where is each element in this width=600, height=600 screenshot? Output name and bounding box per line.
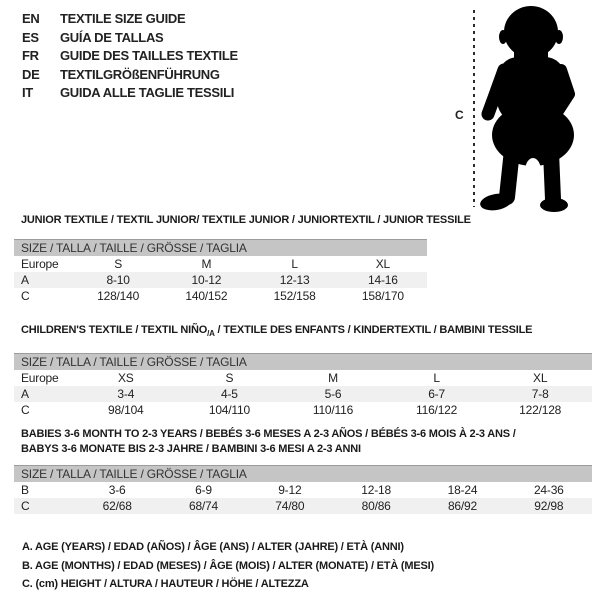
children-title-sub: /A [207,329,215,339]
children-title-post: / TEXTILE DES ENFANTS / KINDERTEXTIL / BAMBINI TESSILE [214,324,533,336]
height-cell: 140/152 [185,289,228,303]
size-cell: M [328,371,338,386]
age-cell: 3-4 [117,387,135,402]
baby-silhouette-icon [450,0,600,220]
row-label: Europe [21,257,59,271]
lang-row-it [22,84,238,103]
table-row [14,370,592,386]
size-cell: S [225,371,234,386]
table-row [14,498,592,514]
lang-code-es: ES [22,29,39,45]
table-row [14,386,592,402]
legend-note-a: A. AGE (YEARS) / EDAD (AÑOS) / ÂGE (ANS) / ALTER (JAHRE) / ETÀ (ANNI) [22,541,404,553]
age-cell: 6-9 [195,483,212,497]
height-cell: 116/122 [416,403,458,418]
baby-height-figure [450,0,600,220]
lang-row-fr [22,47,238,66]
row-label: Europe [21,371,59,386]
age-cell: 3-6 [108,483,126,497]
legend-note-b: B. AGE (MONTHS) / EDAD (MESES) / ÂGE (MOIS) / ALTER (MONATE) / ETÀ (MESI) [22,559,434,572]
children-title [21,324,592,340]
row-label: A [21,273,29,287]
height-cell: 98/104 [108,403,144,418]
height-cell: 122/128 [519,403,562,418]
lang-label-en: TEXTILE SIZE GUIDE [60,11,186,26]
children-size-header: SIZE / TALLA / TAILLE / GRÖSSE / TAGLIA [14,353,592,370]
table-row [14,272,427,288]
age-cell: 14-16 [368,273,398,287]
baby-silhouette-shape [479,6,574,213]
junior-section [14,214,471,304]
age-cell: 6-7 [428,387,445,402]
age-cell: 12-18 [361,483,391,497]
size-cell: L [433,371,440,386]
row-label: C [21,403,30,418]
lang-row-de [22,66,238,85]
age-cell: 24-36 [533,483,564,497]
age-cell: 10-12 [191,273,222,287]
row-label: C [21,499,30,513]
lang-label-de: TEXTILGRÖßENFÜHRUNG [60,66,220,82]
lang-label-it: GUIDA ALLE TAGLIE TESSILI [60,85,235,100]
height-cell: 74/80 [275,499,305,513]
height-cell: 80/86 [361,499,391,513]
age-cell: 18-24 [447,483,478,497]
legend-notes [22,538,434,594]
age-cell: 7-8 [531,387,549,402]
age-cell: 4-5 [221,387,238,402]
lang-code-fr: FR [22,48,39,63]
table-row [14,402,592,418]
lang-code-en: EN [22,11,40,26]
height-cell: 104/110 [208,403,250,418]
table-row [14,482,592,498]
age-cell: 8-10 [106,273,130,287]
size-cell: XL [533,371,548,386]
height-cell: 92/98 [534,499,564,513]
row-label: C [21,289,30,303]
age-cell: 5-6 [324,387,342,402]
size-cell: XS [117,371,134,386]
height-cell: 110/116 [312,403,354,418]
babies-size-header: SIZE / TALLA / TAILLE / GRÖSSE / TAGLIA [14,465,592,482]
junior-size-header: SIZE / TALLA / TAILLE / GRÖSSE / TAGLIA [14,239,427,256]
lang-code-it: IT [22,85,33,100]
row-label: B [21,483,29,497]
size-cell: M [201,257,212,271]
height-marker-label: C [455,108,464,122]
children-title-pre: CHILDREN'S TEXTILE / TEXTIL NIÑO [21,324,208,336]
children-section [14,324,592,418]
size-cell: S [114,257,123,271]
junior-title: JUNIOR TEXTILE / TEXTIL JUNIOR/ TEXTILE JUNIOR / JUNIORTEXTIL / JUNIOR TESSILE [21,214,471,226]
height-cell: 68/74 [188,499,218,513]
height-cell: 86/92 [447,499,477,513]
age-cell: 12-13 [279,273,310,287]
size-cell: XL [375,257,391,271]
legend-note-c: C. (cm) HEIGHT / ALTURA / HAUTEUR / HÖHE / ALTEZZA [22,578,309,590]
language-title-list [22,10,238,103]
lang-label-fr: GUIDE DES TAILLES TEXTILE [60,48,238,63]
height-cell: 62/68 [102,499,132,513]
babies-title-line2: BABYS 3-6 MONATE BIS 2-3 JAHRE / BAMBINI 3-6 MESI A 2-3 ANNI [21,443,361,455]
babies-section [14,428,592,514]
babies-title-line1: BABIES 3-6 MONTH TO 2-3 YEARS / BEBÉS 3-6 MESES A 2-3 AÑOS / BÉBÉS 3-6 MOIS À 2-3 ANS / [21,428,516,440]
row-label: A [21,387,29,402]
size-cell: L [291,257,298,271]
lang-row-en [22,10,238,29]
height-cell: 152/158 [273,289,316,303]
height-cell: 128/140 [97,289,140,303]
table-row [14,288,427,304]
table-row [14,256,427,272]
age-cell: 9-12 [278,483,302,497]
height-cell: 158/170 [361,289,404,303]
lang-row-es [22,29,238,48]
lang-label-es: GUÍA DE TALLAS [60,29,164,45]
lang-code-de: DE [22,66,40,82]
